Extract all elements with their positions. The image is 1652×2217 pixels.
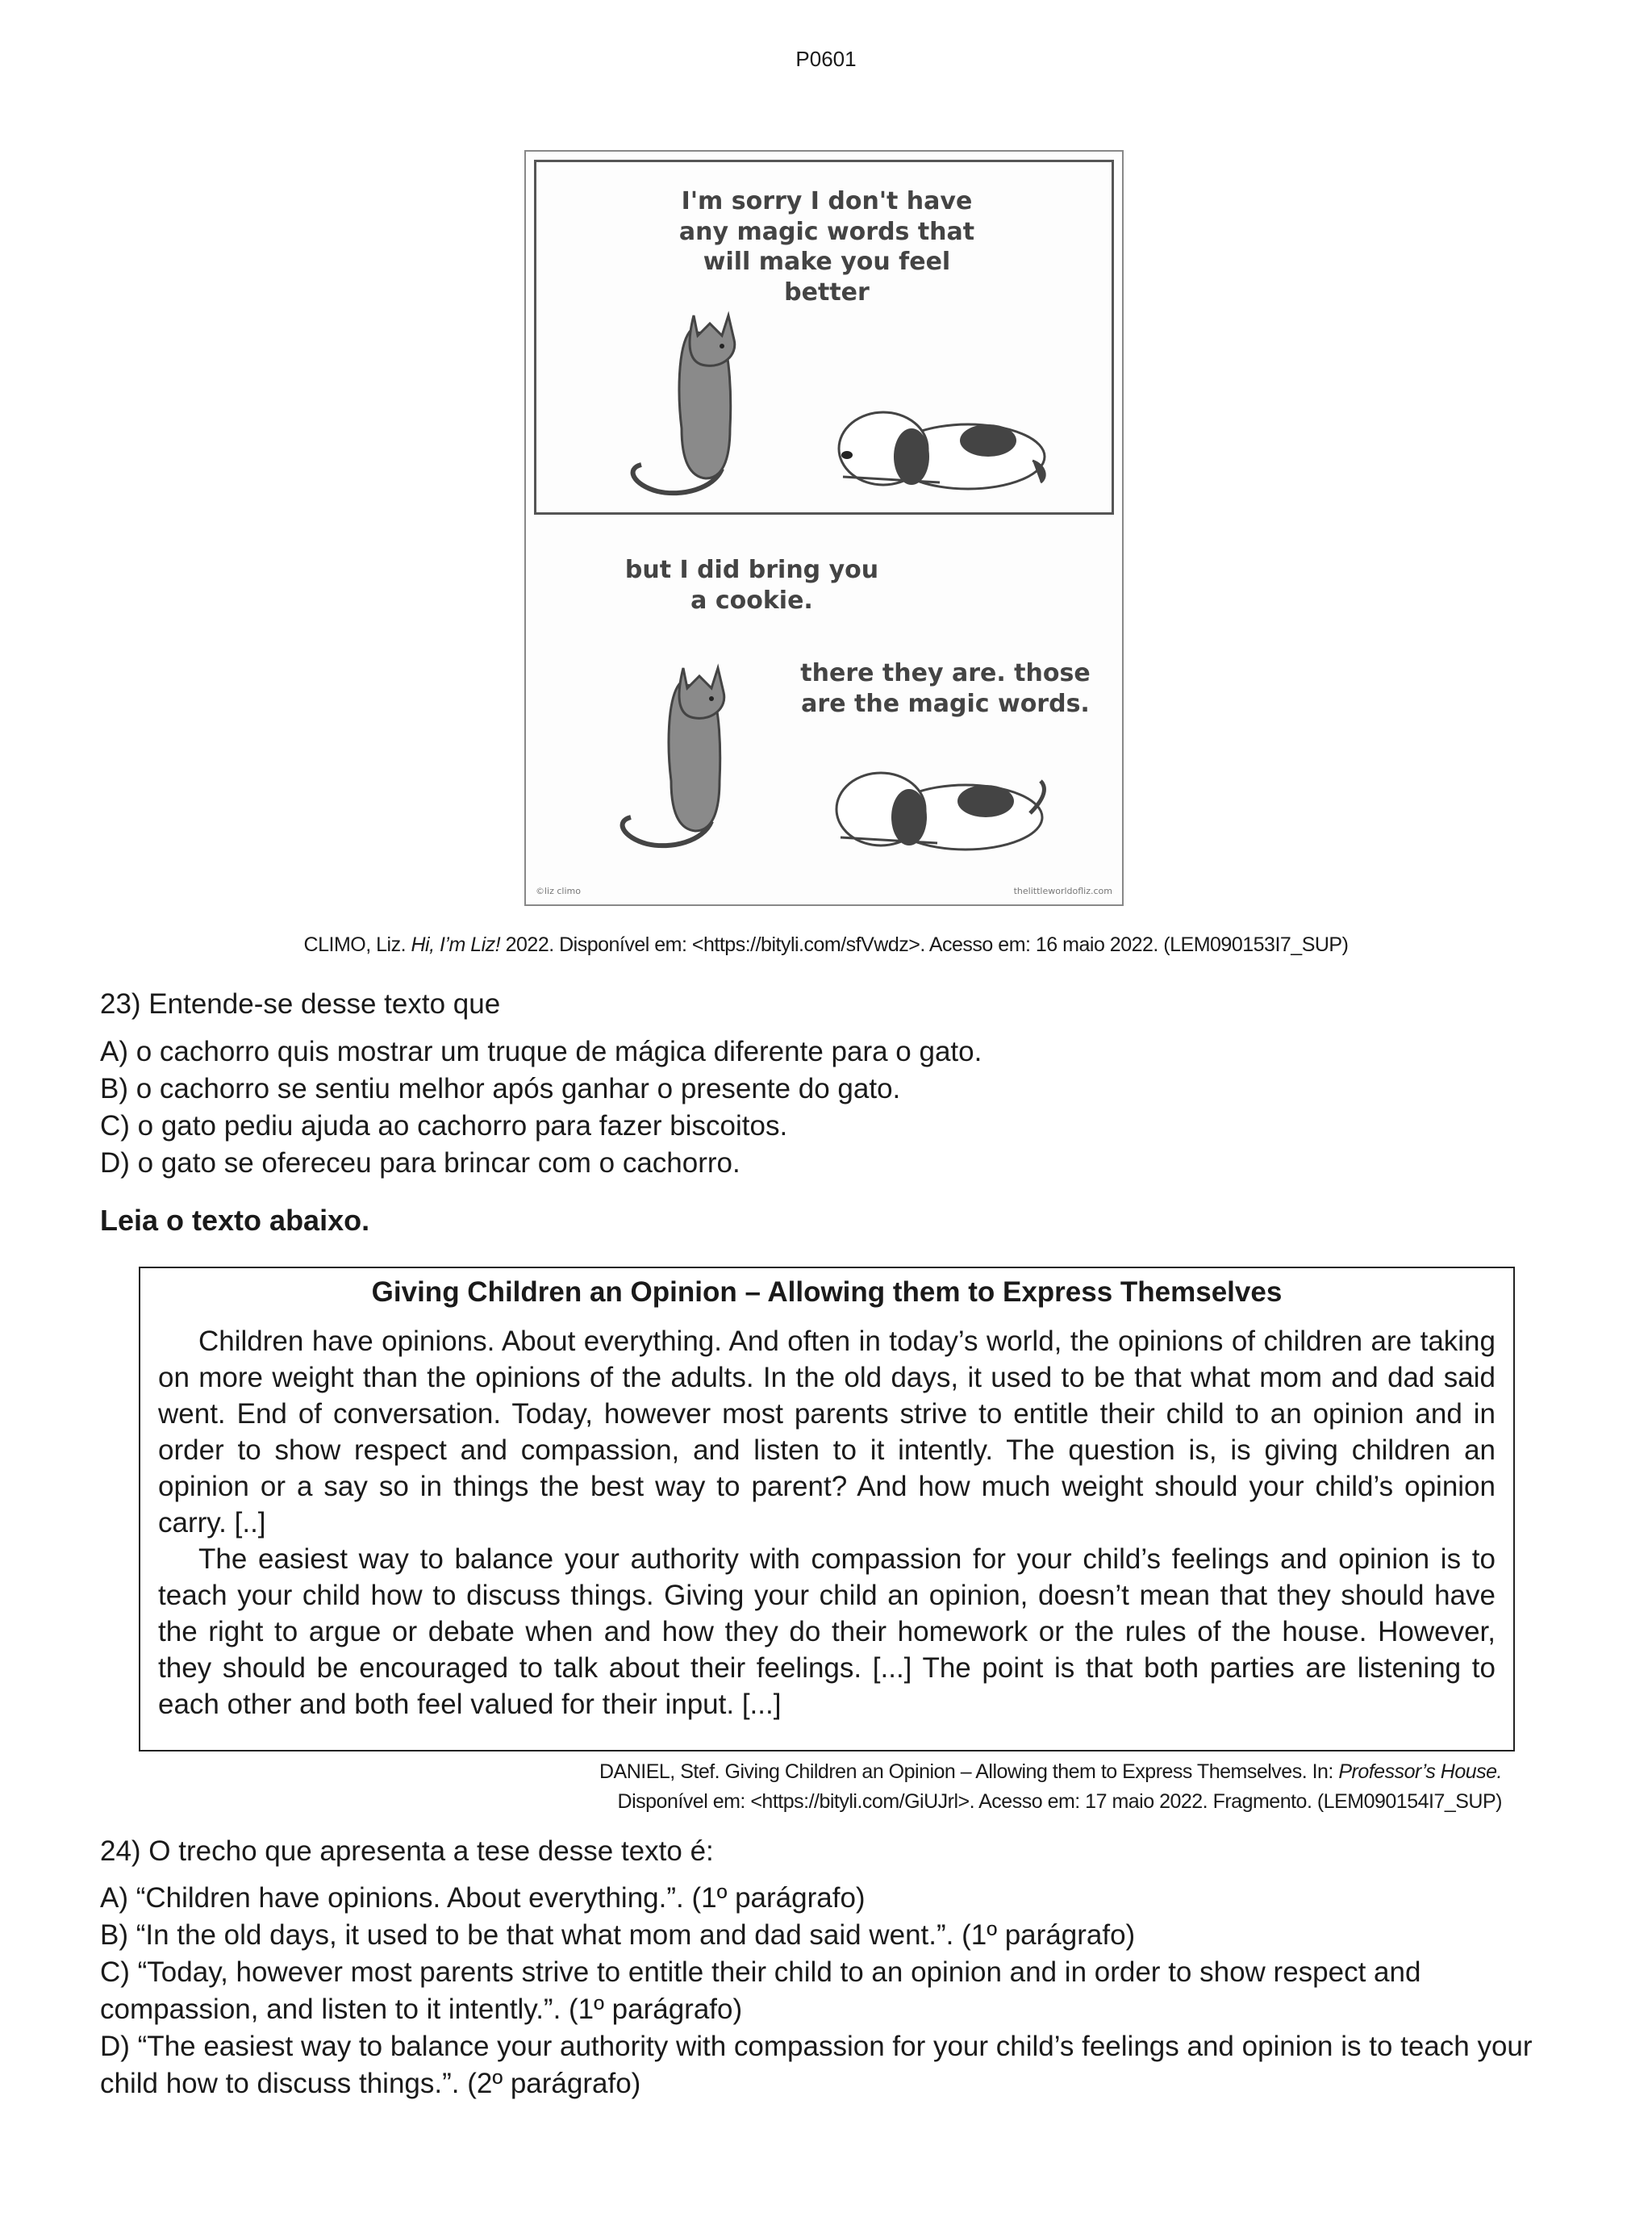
source-line-1-text: DANIEL, Stef. Giving Children an Opinion – Allowing them to Express Themselves. In: <box>599 1760 1339 1783</box>
article-paragraph-1: Children have opinions. About everything. And often in today’s world, the opinions of children are taking on more weight than the opinions of the adults. In the old days, it used to be that what mom and dad said went. End of conversation. Today, however most parents strive to entitle their child to an opinion and in order to show respect and compassion, and listen to it intently. The question is, is giving children an opinion or a say so in things the best way to parent? And how much weight should your child’s opinion carry. [..] <box>158 1326 1496 1539</box>
cat-illustration-2 <box>590 652 736 854</box>
cat-illustration-1 <box>601 299 746 501</box>
source-publication: Professor’s House. <box>1338 1760 1502 1783</box>
question-24-title: 24) O trecho que apresenta a tese desse texto é: <box>100 1835 714 1867</box>
q24-option-d[interactable]: D) “The easiest way to balance your authority with compassion for your child’s feelings and opinion is to teach your child how to discuss things.”. (2º parágrafo) <box>100 2031 1533 2099</box>
article-box <box>139 1267 1515 1751</box>
comic-credit-right: thelittleworldofliz.com <box>1013 886 1112 896</box>
q23-option-d[interactable]: D) o gato se ofereceu para brincar com o cachorro. <box>100 1147 740 1179</box>
comic-panel-1 <box>534 160 1114 515</box>
question-23-title: 23) Entende-se desse texto que <box>100 988 501 1020</box>
question-23-options <box>100 1033 1552 1182</box>
q24-option-b[interactable]: B) “In the old days, it used to be that what mom and dad said went.”. (1º parágrafo) <box>100 1919 1136 1951</box>
page-code: P0601 <box>795 47 857 71</box>
q24-option-a[interactable]: A) “Children have opinions. About everything.”. (1º parágrafo) <box>100 1882 866 1914</box>
speech-text-3: there they are. those are the magic words. <box>800 659 1091 718</box>
dog-illustration-1 <box>827 384 1053 497</box>
q23-option-a[interactable]: A) o cachorro quis mostrar um truque de mágica diferente para o gato. <box>100 1036 982 1067</box>
q23-option-c[interactable]: C) o gato pediu ajuda ao cachorro para fazer biscoitos. <box>100 1110 788 1142</box>
read-instruction: Leia o texto abaixo. <box>100 1204 370 1237</box>
q24-option-c[interactable]: C) “Today, however most parents strive to entitle their child to an opinion and in order to show respect and compassion, and listen to it intently.”. (1º parágrafo) <box>100 1956 1421 2025</box>
article-title: Giving Children an Opinion – Allowing them to Express Themselves <box>371 1276 1283 1308</box>
speech-text-2: but I did bring you a cookie. <box>624 556 879 615</box>
source-line-1 <box>599 1757 1502 1787</box>
caption-author: CLIMO, Liz. <box>303 933 411 956</box>
caption-title: Hi, I’m Liz! <box>411 933 501 956</box>
speech-text-1: I'm sorry I don't have any magic words that will make you feel better <box>678 187 975 307</box>
dog-illustration-2 <box>824 745 1050 858</box>
comic-strip <box>524 150 1124 906</box>
source-line-2: Disponível em: <https://bityli.com/GiUJrl>. Acesso em: 17 maio 2022. Fragmento. (LEM090154I7_SUP) <box>617 1790 1502 1813</box>
comic-source-caption <box>0 933 1652 957</box>
question-24-options <box>100 1880 1552 2102</box>
comic-credit-left: ©liz climo <box>536 886 581 896</box>
article-paragraph-2: The easiest way to balance your authority with compassion for your child’s feelings and opinion is to teach your child how to discuss things. Giving your child an opinion, doesn’t mean that they should have the right to argue or debate when and how they do their homework or the rules of the house. However, they should be encouraged to talk about their feelings. [...] The point is that both parties are listening to each other and both feel valued for their input. [...] <box>158 1543 1496 1720</box>
q23-option-b[interactable]: B) o cachorro se sentiu melhor após ganhar o presente do gato. <box>100 1073 901 1104</box>
caption-rest: 2022. Disponível em: <https://bityli.com/sfVwdz>. Acesso em: 16 maio 2022. (LEM090153I7_SUP) <box>500 933 1349 956</box>
article-source-caption <box>599 1757 1502 1817</box>
